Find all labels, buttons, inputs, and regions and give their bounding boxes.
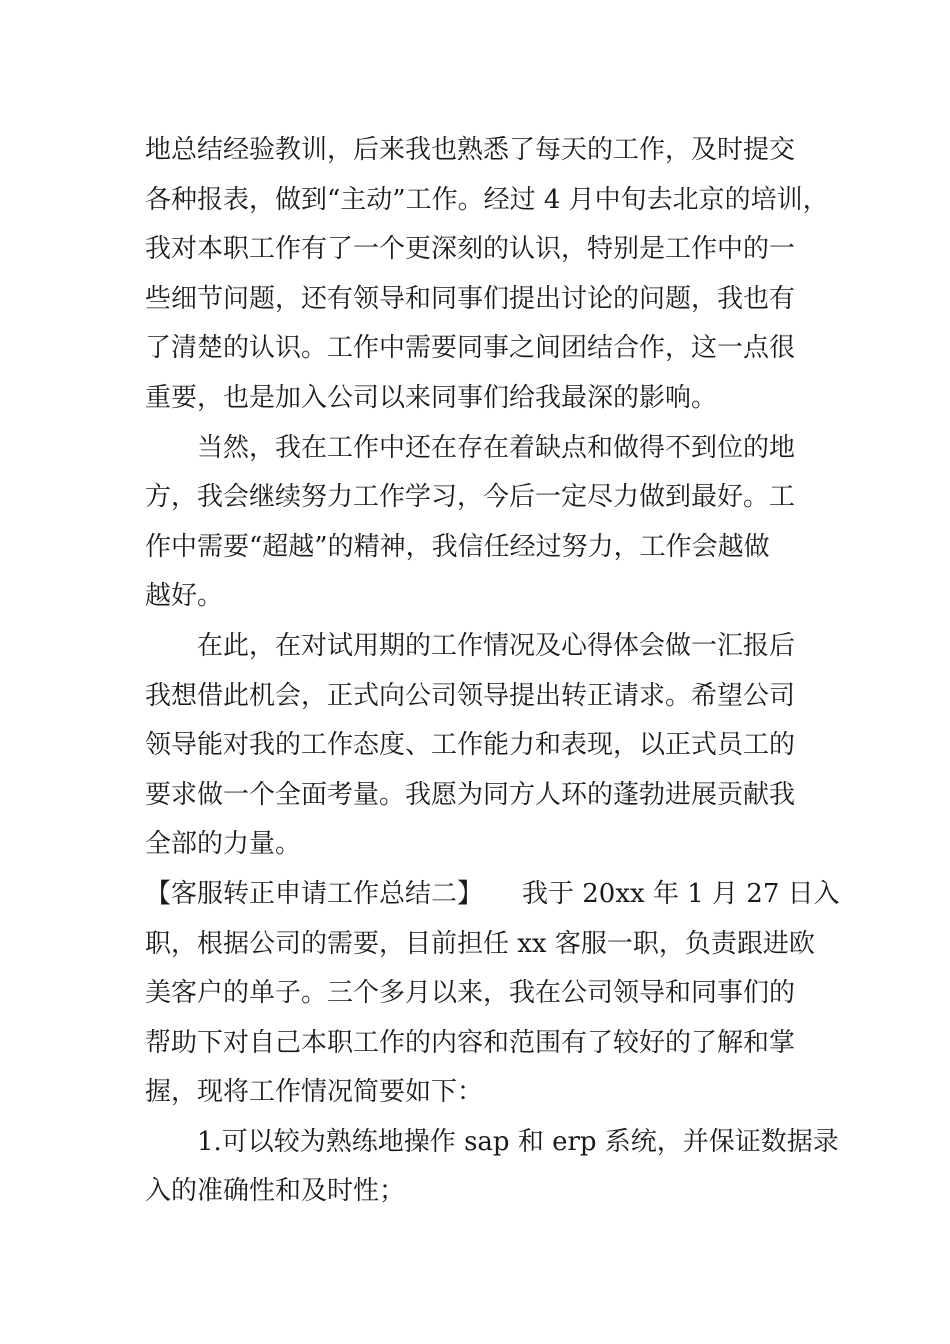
text-line: 地总结经验教训，后来我也熟悉了每天的工作，及时提交 bbox=[145, 135, 796, 165]
text-line: 各种报表，做到“主动”工作。经过 4 月中旬去北京的培训， bbox=[145, 184, 829, 215]
text-line: 领导能对我的工作态度、工作能力和表现，以正式员工的 bbox=[145, 730, 796, 761]
list-item-line: 1.可以较为熟练地操作 sap 和 erp 系统，并保证数据录 bbox=[197, 1126, 839, 1157]
text-line: 帮助下对自己本职工作的内容和范围有了较好的了解和掌 bbox=[145, 1027, 796, 1058]
text-line: 握，现将工作情况简要如下： bbox=[145, 1077, 484, 1108]
body-text bbox=[145, 126, 840, 1217]
text-line: 了清楚的认识。工作中需要同事之间团结合作，这一点很 bbox=[145, 333, 796, 364]
text-line: 越好。 bbox=[145, 581, 224, 612]
text-line: 重要，也是加入公司以来同事们给我最深的影响。 bbox=[145, 382, 718, 413]
paragraph-start-line: 当然，我在工作中还在存在着缺点和做得不到位的地 bbox=[197, 432, 796, 463]
paragraph-start-line: 在此，在对试用期的工作情况及心得体会做一汇报后 bbox=[197, 630, 796, 661]
text-line: 入的准确性和及时性； bbox=[145, 1176, 406, 1207]
text-line: 要求做一个全面考量。我愿为同方人环的蓬勃进展贡献我 bbox=[145, 779, 796, 810]
text-line: 全部的力量。 bbox=[145, 829, 302, 860]
text-line: 方，我会继续努力工作学习，今后一定尽力做到最好。工 bbox=[145, 482, 796, 513]
text-line: 我想借此机会，正式向公司领导提出转正请求。希望公司 bbox=[145, 680, 796, 711]
section-heading-line: 【客服转正申请工作总结二】 我于 20xx 年 1 月 27 日入 bbox=[145, 878, 840, 909]
text-line: 我对本职工作有了一个更深刻的认识，特别是工作中的一 bbox=[145, 234, 796, 265]
text-line: 职，根据公司的需要，目前担任 xx 客服一职，负责跟进欧 bbox=[145, 928, 815, 959]
text-line: 美客户的单子。三个多月以来，我在公司领导和同事们的 bbox=[145, 978, 796, 1009]
text-line: 些细节问题，还有领导和同事们提出讨论的问题，我也有 bbox=[145, 283, 796, 314]
text-line: 作中需要“超越”的精神，我信任经过努力，工作会越做 bbox=[145, 531, 770, 562]
